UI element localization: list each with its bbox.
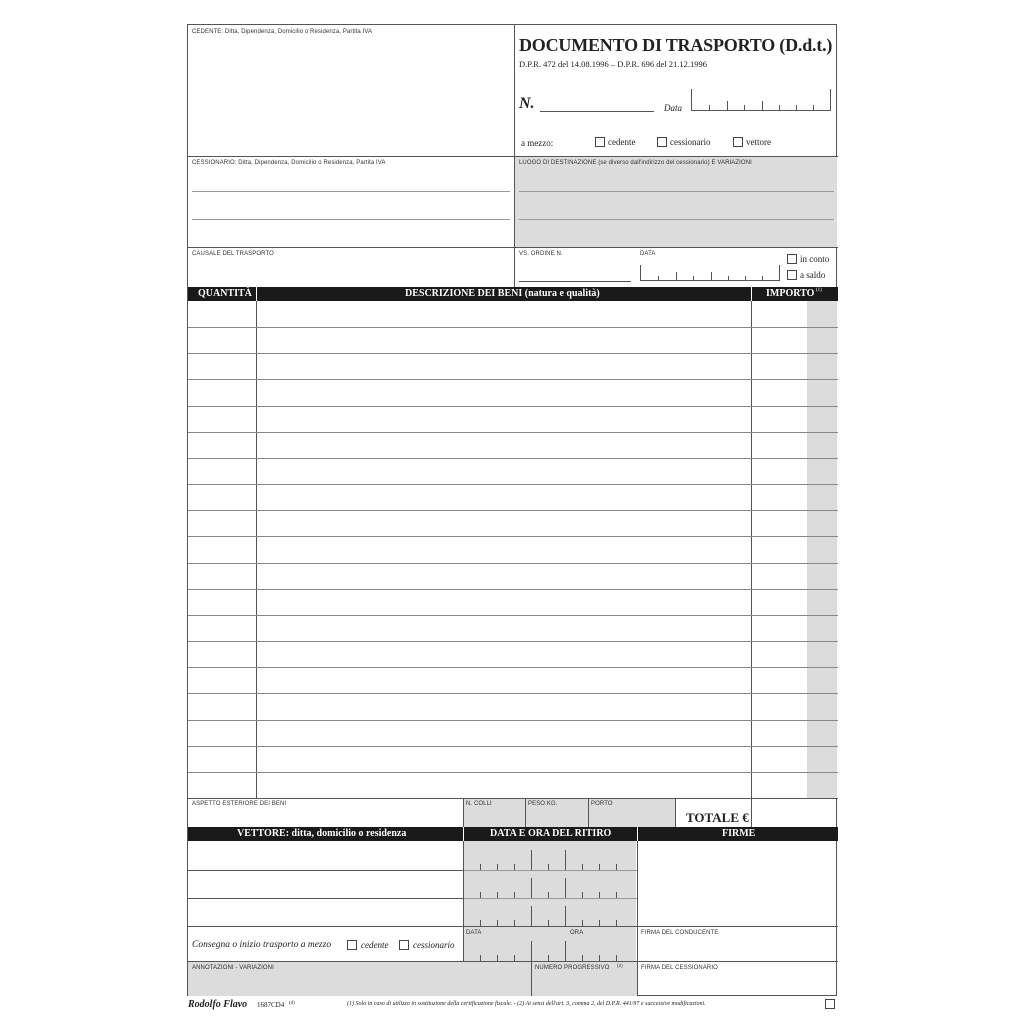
table-row-line bbox=[188, 406, 838, 407]
table-header bbox=[188, 287, 838, 301]
ritiro-tick bbox=[565, 878, 566, 898]
consegna-cedente-checkbox[interactable] bbox=[347, 940, 357, 950]
ritiro-gray-area bbox=[464, 841, 636, 961]
ritiro-tick bbox=[582, 864, 583, 870]
ritiro-header: DATA E ORA DEL RITIRO bbox=[490, 828, 612, 839]
in-conto-checkbox[interactable] bbox=[787, 254, 797, 264]
annotazioni-label: ANNOTAZIONI - VARIAZIONI bbox=[192, 965, 274, 971]
date-field[interactable] bbox=[691, 89, 831, 111]
ritiro-tick bbox=[565, 906, 566, 926]
ritiro-tick bbox=[582, 892, 583, 898]
date-label: Data bbox=[664, 103, 682, 113]
luogo-destinazione-label: LUOGO DI DESTINAZIONE (se diverso dall'indirizzo del cessionario) E VARIAZIONI bbox=[519, 160, 752, 166]
table-row-line bbox=[188, 432, 838, 433]
table-row-line bbox=[188, 510, 838, 511]
table-row-line bbox=[188, 379, 838, 380]
ritiro-tick bbox=[497, 892, 498, 898]
ordine-label: VS. ORDINE N. bbox=[519, 251, 563, 257]
table-row-line bbox=[188, 615, 838, 616]
numero-progressivo-note: (2) bbox=[617, 963, 623, 968]
table-row-line bbox=[188, 327, 838, 328]
cedente-label: CEDENTE: Ditta, Dipendenza, Domicilio o Residenza, Partita IVA bbox=[192, 29, 373, 35]
firma-conducente-label: FIRMA DEL CONDUCENTE bbox=[641, 930, 719, 936]
table-row-line bbox=[188, 536, 838, 537]
table-row-line bbox=[188, 641, 838, 642]
col-descrizione: DESCRIZIONE DEI BENI (natura e qualità) bbox=[405, 288, 600, 299]
col-importo: IMPORTO bbox=[766, 288, 815, 299]
ritiro-tick bbox=[582, 920, 583, 926]
causale-label: CAUSALE DEL TRASPORTO bbox=[192, 251, 274, 257]
ddt-form bbox=[187, 24, 837, 996]
ritiro-tick bbox=[599, 892, 600, 898]
a-saldo-label: a saldo bbox=[800, 270, 826, 280]
luogo-destinazione-area[interactable] bbox=[515, 157, 837, 247]
causale-date-field[interactable] bbox=[640, 265, 780, 281]
peso-label: PESO KG. bbox=[528, 801, 558, 807]
footnote: (1) Solo in caso di utilizzo in sostituzione della certificazione fiscale. - (2) Ai sensi dell'art. 3, comma 2, del D.P.R. 441/97 e successive modificazioni. bbox=[347, 1001, 706, 1007]
ritiro-data-label: DATA bbox=[466, 930, 482, 936]
ritiro-tick bbox=[616, 920, 617, 926]
a-mezzo-cedente-label: cedente bbox=[608, 137, 636, 147]
ritiro-tick bbox=[531, 850, 532, 870]
totale-label: TOTALE € bbox=[686, 810, 749, 825]
form-code-note: (d) bbox=[289, 1001, 295, 1006]
col-importo-note: (1) bbox=[816, 288, 822, 293]
totale-field[interactable] bbox=[752, 799, 837, 827]
table-row-line bbox=[188, 693, 838, 694]
firma-cessionario-label: FIRMA DEL CESSIONARIO bbox=[641, 965, 718, 971]
a-mezzo-cessionario-label: cessionario bbox=[670, 137, 711, 147]
table-row-line bbox=[188, 720, 838, 721]
ritiro-tick bbox=[514, 920, 515, 926]
a-mezzo-label: a mezzo: bbox=[521, 138, 554, 148]
table-row-line bbox=[188, 589, 838, 590]
ritiro-tick bbox=[599, 864, 600, 870]
ritiro-tick bbox=[514, 864, 515, 870]
table-row-line bbox=[188, 746, 838, 747]
ritiro-tick bbox=[616, 892, 617, 898]
a-saldo-checkbox[interactable] bbox=[787, 270, 797, 280]
consegna-label: Consegna o inizio trasporto a mezzo bbox=[192, 940, 332, 950]
ritiro-tick bbox=[531, 941, 532, 961]
vettore-header: VETTORE: ditta, domicilio o residenza bbox=[237, 828, 407, 839]
table-row-line bbox=[188, 353, 838, 354]
ritiro-tick bbox=[599, 920, 600, 926]
aspetto-label: ASPETTO ESTERIORE DEI BENI bbox=[192, 801, 287, 807]
in-conto-label: in conto bbox=[800, 254, 830, 264]
ritiro-tick bbox=[480, 892, 481, 898]
porto-label: PORTO bbox=[591, 801, 613, 807]
a-mezzo-vettore-label: vettore bbox=[746, 137, 771, 147]
ritiro-tick bbox=[548, 864, 549, 870]
document-title: DOCUMENTO DI TRASPORTO (D.d.t.) bbox=[519, 35, 833, 55]
cessionario-label: CESSIONARIO: Ditta, Dipendenza, Domicilio o Residenza, Partita IVA bbox=[192, 160, 386, 166]
ritiro-tick bbox=[514, 892, 515, 898]
a-mezzo-cedente-checkbox[interactable] bbox=[595, 137, 605, 147]
number-label: N. bbox=[519, 95, 535, 112]
causale-data-label: DATA bbox=[640, 251, 656, 257]
colli-label: N. COLLI bbox=[466, 801, 492, 807]
firme-header: FIRME bbox=[722, 828, 756, 839]
table-row-line bbox=[188, 484, 838, 485]
a-mezzo-vettore-checkbox[interactable] bbox=[733, 137, 743, 147]
ritiro-ora-label: ORA bbox=[570, 930, 584, 936]
importo-gray-column bbox=[807, 301, 837, 798]
ritiro-tick bbox=[565, 941, 566, 961]
ritiro-tick bbox=[531, 906, 532, 926]
consegna-cessionario-label: cessionario bbox=[413, 940, 455, 950]
col-quantita: QUANTITÀ bbox=[198, 288, 252, 299]
consegna-cedente-label: cedente bbox=[361, 940, 389, 950]
table-row-line bbox=[188, 667, 838, 668]
ritiro-tick bbox=[548, 920, 549, 926]
numero-progressivo-label: NUMERO PROGRESSIVO bbox=[535, 965, 610, 971]
number-field[interactable] bbox=[540, 111, 654, 112]
ritiro-tick bbox=[565, 850, 566, 870]
ritiro-tick bbox=[548, 892, 549, 898]
form-code: 1687CD4 bbox=[257, 1001, 285, 1009]
ritiro-tick bbox=[531, 878, 532, 898]
consegna-cessionario-checkbox[interactable] bbox=[399, 940, 409, 950]
document-subtitle: D.P.R. 472 del 14.08.1996 – D.P.R. 696 del 21.12.1996 bbox=[519, 59, 707, 69]
ritiro-tick bbox=[616, 864, 617, 870]
bottom-checkbox[interactable] bbox=[825, 999, 835, 1009]
ritiro-tick bbox=[480, 920, 481, 926]
table-row-line bbox=[188, 772, 838, 773]
a-mezzo-cessionario-checkbox[interactable] bbox=[657, 137, 667, 147]
brand-signature: Rodolfo Flavo bbox=[188, 999, 248, 1010]
table-row-line bbox=[188, 458, 838, 459]
vettore-header-bar bbox=[188, 827, 838, 841]
ritiro-tick bbox=[497, 864, 498, 870]
ritiro-tick bbox=[497, 920, 498, 926]
table-row-line bbox=[188, 563, 838, 564]
colli-peso-porto-area bbox=[463, 799, 675, 827]
ritiro-tick bbox=[480, 864, 481, 870]
